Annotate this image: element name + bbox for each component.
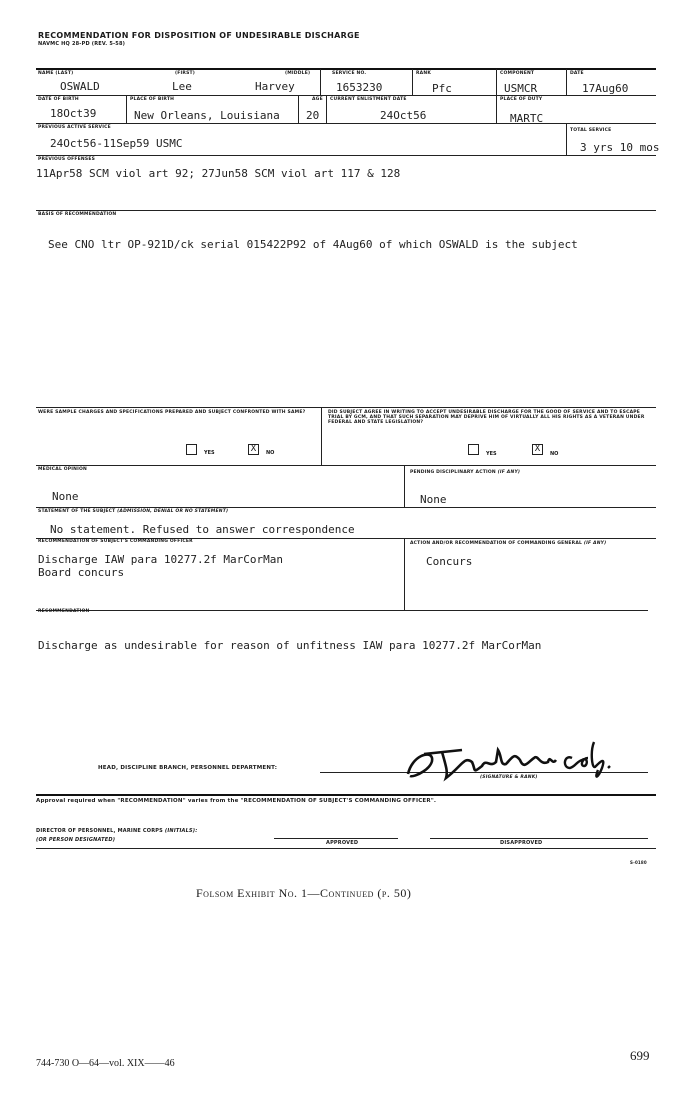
rule <box>36 465 656 466</box>
divider <box>126 95 127 123</box>
approval-line <box>430 838 648 839</box>
label-signature-rank: (SIGNATURE & RANK) <box>480 775 538 780</box>
value-date: 17Aug60 <box>582 82 629 95</box>
label-sample-charges: WERE SAMPLE CHARGES AND SPECIFICATIONS PREPARED AND SUBJECT CONFRONTED WITH SAME? <box>38 410 306 415</box>
label-approved: APPROVED <box>326 840 359 846</box>
agree-no-checkbox[interactable]: X <box>532 444 543 455</box>
value-service-no: 1653230 <box>336 81 383 94</box>
exhibit-caption: Folsom Exhibit No. 1—Continued (p. 50) <box>196 886 412 900</box>
rule <box>36 210 656 211</box>
sample-charges-no-label: NO <box>266 450 275 456</box>
value-place-of-duty: MARTC <box>510 112 544 125</box>
label-director: DIRECTOR OF PERSONNEL, MARINE CORPS (INITIALS): <box>36 828 198 834</box>
approval-bottom-rule <box>36 848 656 849</box>
divider <box>496 69 497 95</box>
value-rec-co-line1: Discharge IAW para 10277.2f MarCorMan <box>38 553 284 566</box>
label-age: AGE <box>312 97 323 102</box>
value-rank: Pfc <box>432 82 452 95</box>
divider <box>404 538 405 610</box>
rule <box>36 95 656 96</box>
rule <box>36 155 656 156</box>
divider <box>496 95 497 123</box>
value-pob: New Orleans, Louisiana <box>134 109 280 122</box>
label-disapproved: DISAPPROVED <box>500 840 543 846</box>
value-age: 20 <box>306 109 320 122</box>
small-code: S-0180 <box>630 860 647 865</box>
agree-yes-label: YES <box>486 451 497 457</box>
label-place-of-duty: PLACE OF DUTY <box>500 97 543 102</box>
label-basis: BASIS OF RECOMMENDATION <box>38 212 117 217</box>
label-enlistment-date: CURRENT ENLISTMENT DATE <box>330 97 407 102</box>
value-component: USMCR <box>504 82 538 95</box>
divider <box>412 69 413 95</box>
value-enlistment-date: 24Oct56 <box>380 109 427 122</box>
label-medical-opinion: MEDICAL OPINION <box>38 467 88 472</box>
rule <box>36 507 656 508</box>
divider <box>404 465 405 507</box>
value-rec-co-line2: Board concurs <box>38 566 125 579</box>
page-number: 699 <box>630 1048 650 1063</box>
label-dob: DATE OF BIRTH <box>38 97 79 102</box>
divider <box>566 123 567 155</box>
divider <box>326 95 327 123</box>
form-title: RECOMMENDATION FOR DISPOSITION OF UNDESIRABLE DISCHARGE <box>38 31 360 40</box>
label-rank: RANK <box>416 71 432 76</box>
label-name-last: NAME (LAST) <box>38 71 74 76</box>
value-medical-opinion: None <box>52 490 79 503</box>
value-previous-offenses: 11Apr58 SCM viol art 92; 27Jun58 SCM viol art 117 & 128 <box>36 167 401 180</box>
sample-charges-yes-label: YES <box>204 450 215 456</box>
form-number: NAVMC HQ 28-PD (REV. 5-58) <box>38 41 126 47</box>
divider <box>321 407 322 465</box>
label-recommendation: RECOMMENDATION <box>38 609 90 614</box>
value-action-commanding-general: Concurs <box>426 555 473 568</box>
approval-rule <box>36 794 656 796</box>
divider <box>298 95 299 123</box>
rule <box>36 123 656 124</box>
label-head-discipline: HEAD, DISCIPLINE BRANCH, PERSONNEL DEPARTMENT: <box>98 765 278 771</box>
label-name-middle: (MIDDLE) <box>285 71 311 76</box>
value-total-service: 3 yrs 10 mos <box>580 141 660 154</box>
value-previous-active-service: 24Oct56-11Sep59 USMC <box>50 137 183 150</box>
label-pending-disciplinary: PENDING DISCIPLINARY ACTION (IF ANY) <box>410 470 521 475</box>
sample-charges-no-checkbox[interactable]: X <box>248 444 259 455</box>
approval-note: Approval required when "RECOMMENDATION" varies from the "RECOMMENDATION OF SUBJECT'S COMMANDING OFFICER". <box>36 798 437 804</box>
label-director-designated: (OR PERSON DESIGNATED) <box>36 837 116 843</box>
label-pob: PLACE OF BIRTH <box>130 97 175 102</box>
label-rec-commanding-officer: RECOMMENDATION OF SUBJECT'S COMMANDING OFFICER <box>38 539 193 544</box>
label-name-first: (FIRST) <box>175 71 196 76</box>
rule <box>36 407 656 408</box>
initials-line <box>274 838 398 839</box>
value-basis: See CNO ltr OP-921D/ck serial 015422P92 of 4Aug60 of which OSWALD is the subject <box>48 238 578 251</box>
sample-charges-yes-checkbox[interactable] <box>186 444 197 455</box>
value-statement: No statement. Refused to answer correspondence <box>50 523 355 536</box>
value-name-middle: Harvey <box>255 80 295 93</box>
label-action-commanding-general: ACTION AND/OR RECOMMENDATION OF COMMANDING GENERAL (IF ANY) <box>410 541 607 546</box>
value-name-first: Lee <box>172 80 192 93</box>
label-component: COMPONENT <box>500 71 535 76</box>
label-service-no: SERVICE NO. <box>332 71 367 76</box>
rule <box>36 610 648 611</box>
value-dob: 18Oct39 <box>50 107 97 120</box>
value-pending-disciplinary: None <box>420 493 447 506</box>
divider <box>566 69 567 95</box>
label-did-subject-agree: DID SUBJECT AGREE IN WRITING TO ACCEPT UNDESIRABLE DISCHARGE FOR THE GOOD OF SERVICE AND TO ESCAPE TRIAL BY GCM, AND THAT SUCH SEPARATION MAY DEPRIVE HIM OF VIRTUALLY ALL HIS RIGHTS AS A VETERAN UNDER FEDERAL AND STATE LEGISLATION? <box>328 410 645 425</box>
label-date: DATE <box>570 71 584 76</box>
print-code: 744-730 O—64—vol. XIX——46 <box>36 1058 175 1069</box>
label-total-service: TOTAL SERVICE <box>570 128 612 133</box>
agree-yes-checkbox[interactable] <box>468 444 479 455</box>
label-statement: STATEMENT OF THE SUBJECT (ADMISSION, DENIAL OR NO STATEMENT) <box>38 509 229 514</box>
agree-no-label: NO <box>550 451 559 457</box>
value-recommendation: Discharge as undesirable for reason of unfitness IAW para 10277.2f MarCorMan <box>38 639 542 652</box>
divider <box>320 69 321 95</box>
top-rule <box>36 68 656 70</box>
value-name-last: OSWALD <box>60 80 100 93</box>
label-previous-active-service: PREVIOUS ACTIVE SERVICE <box>38 125 111 130</box>
label-previous-offenses: PREVIOUS OFFENSES <box>38 157 96 162</box>
